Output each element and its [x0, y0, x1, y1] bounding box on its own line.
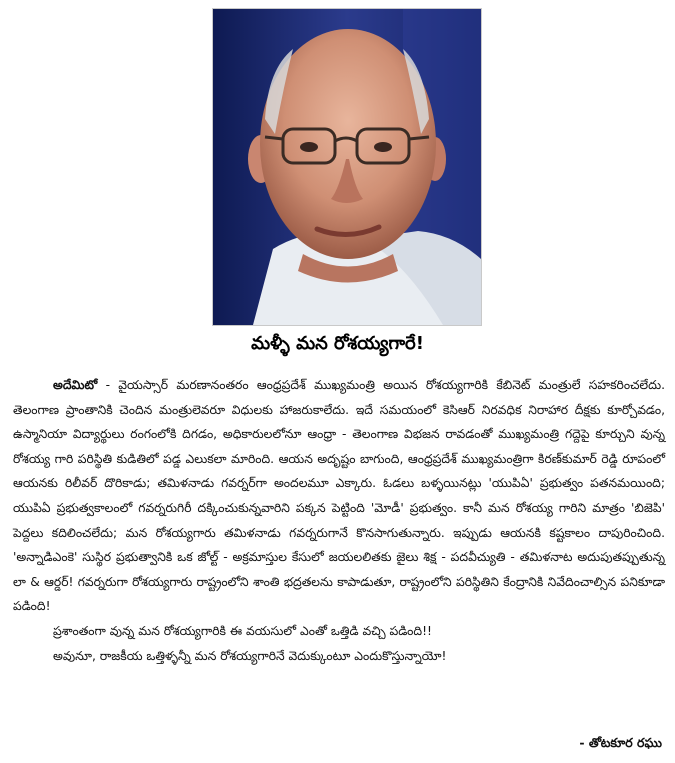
portrait-illustration	[213, 9, 481, 325]
article-body	[13, 373, 665, 668]
lead-word: అదేమిటో	[53, 378, 98, 392]
paragraph-1-text: - వైయస్సార్ మరణానంతరం ఆంధ్రప్రదేశ్ ముఖ్యమంత్రి అయిన రోశయ్యగారికి కేబినెట్ మంత్రులే సహకరించలేదు. తెలంగాణ ప్రాంతానికి చెందిన మంత్రులెవరూ విధులకు హాజరుకాలేదు. ఇదే సమయంలో కెసిఆర్ నిరవధిక నిరాహార దీక్షకు కూర్చోవడం, ఉస్మానియా విద్యార్థులు రంగంలోకి దిగడం, అధికారులలోనూ ఆంధ్రా - తెలంగాణ విభజన రావడంతో ముఖ్యమంత్రి గద్దెపై కూర్చుని వున్న రోశయ్య గారి పరిస్థితి కుడితిలో పడ్డ ఎలుకలా మారింది. ఆయన అదృష్టం బాగుంది, ఆంధ్రప్రదేశ్ ముఖ్యమంత్రిగా కిరణ్‌కుమార్ రెడ్డి రూపంలో ఆయనకు రిలీవర్ దొరికాడు; తమిళనాడు గవర్నర్‌గా అందలమూ ఎక్కారు. ఓడలు బళ్ళయినట్లు 'యుపిఏ' ప్రభుత్వం పతనమయింది; యుపిఏ ప్రభుత్వకాలంలో గవర్నరుగిరీ దక్కించుకున్నవారిని పక్కన పెట్టింది 'మోడీ' ప్రభుత్వం. కానీ మన రోశయ్య గారిని మాత్రం 'బిజెపి' పెద్దలు కదిలించలేదు; మన రోశయ్యగారు తమిళనాడు గవర్నరుగానే కొనసాగుతున్నారు. ఇప్పుడు ఆయనకి కష్టకాలం దాపురించింది. 'అన్నాడిఎంకె' సుస్థిర ప్రభుత్వానికి ఒక జోల్ట్ - అక్రమాస్తుల కేసులో జయలలితకు జైలు శిక్ష - పదవీచ్యుతి - తమిళనాట అదుపుతప్పుతున్న లా & ఆర్డర్! గవర్నరుగా రోశయ్యగారు రాష్ట్రంలోని శాంతి భద్రతలను కాపాడుతూ, రాష్ట్రంలోని పరిస్థితిని కేంద్రానికి నివేదించాల్సిన పనికూడా పడింది!	[13, 378, 665, 614]
paragraph-1	[13, 373, 665, 619]
author-signature: - తోటకూర రఘు	[579, 735, 662, 750]
paragraph-2: ప్రశాంతంగా వున్న మన రోశయ్యగారికి ఈ వయసులో ఎంతో ఒత్తిడి వచ్చి పడింది!!	[53, 623, 432, 638]
article-headline: మళ్ళీ మన రోశయ్యగారే!	[251, 333, 424, 354]
paragraph-3: అవునూ, రాజకీయ ఒత్తిళ్ళన్నీ మన రోశయ్యగారినే వెదుక్కుంటూ ఎందుకొస్తున్నాయో!	[53, 648, 447, 663]
portrait-photo	[212, 8, 482, 326]
